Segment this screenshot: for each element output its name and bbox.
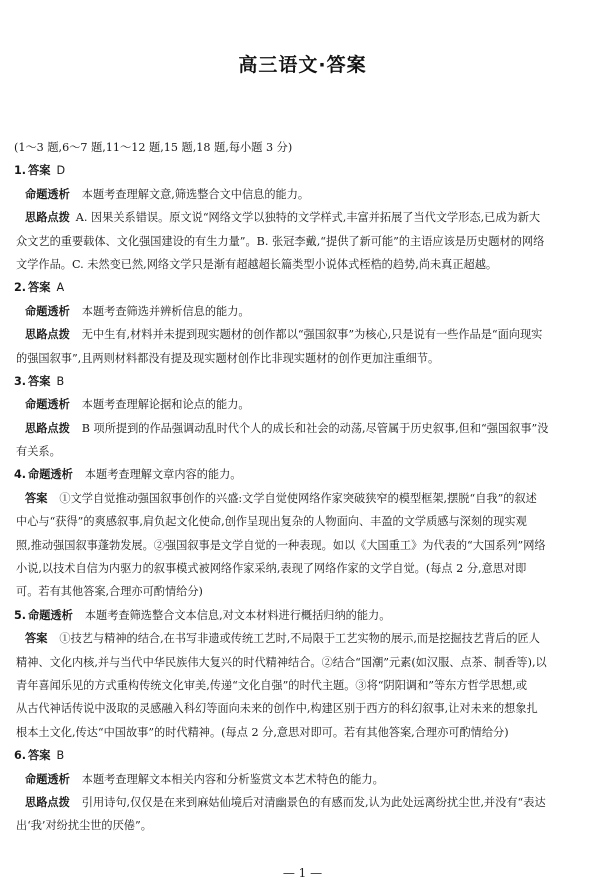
answer-choice: B — [56, 749, 65, 763]
q3-answer-line — [14, 370, 592, 393]
intent-label: 命题透析 — [25, 772, 70, 786]
q4-intent-line — [14, 463, 592, 486]
question-number: 2. — [14, 281, 27, 295]
answer-label: 答案 — [25, 632, 48, 646]
q5-answer-line: 精神、文化内核,并与当代中华民族伟大复兴的时代精神结合。②结合“国潮”元素(如汉服、点茶、制香等),以 — [16, 655, 547, 669]
answer-label: 答案 — [28, 749, 51, 763]
answer-key-body — [14, 136, 592, 838]
hint-label: 思路点拨 — [25, 795, 70, 809]
q6-answer-line — [14, 744, 592, 767]
intent-label: 命题透析 — [28, 608, 73, 622]
question-number: 4. — [14, 468, 27, 482]
intent-text: 本题考查筛选整合文本信息,对文本材料进行概括归纳的能力。 — [84, 608, 391, 622]
intent-label: 命题透析 — [25, 304, 70, 318]
q4-answer-line: 小说,以技术自信为内驱力的叙事模式被网络作家采纳,表现了网络作家的文学自觉。(每点 2 分,意思对即 — [16, 562, 527, 576]
intent-label: 命题透析 — [25, 187, 70, 201]
intent-text: 本题考查理解论据和论点的能力。 — [81, 398, 250, 412]
question-number: 1. — [14, 164, 27, 178]
q5-answer-line: 从古代神话传说中汲取的灵感融入科幻等面向未来的创作中,构建区别于西方的科幻叙事,让对未来的想象扎 — [16, 702, 538, 716]
q2-answer-line — [14, 276, 592, 299]
q1-answer-line — [14, 159, 592, 182]
q3-intent-line — [14, 393, 592, 416]
hint-text: 无中生有,材料并未提到现实题材的创作都以“强国叙事”为核心,只是说有一些作品是“面向现实 — [81, 328, 543, 342]
answer-label: 答案 — [28, 164, 51, 178]
answer-text: ①技艺与精神的结合,在书写非遗或传统工艺时,不局限于工艺实物的展示,而是挖掘技艺背后的匠人 — [59, 632, 540, 646]
q1-hint-line — [14, 206, 592, 229]
q1-hint-line: 众文艺的重要载体、文化强国建设的有生力量”。B. 张冠李戴,“提供了新可能”的主语应该是历史题材的网络 — [16, 234, 545, 248]
q3-hint-line — [14, 417, 592, 440]
q5-answer-line: 青年喜闻乐见的方式重构传统文化审美,传递“文化自强”的时代主题。③将“阴阳调和”等东方哲学思想,或 — [16, 678, 528, 692]
page-number: — 1 — — [282, 866, 323, 880]
answer-label: 答案 — [25, 491, 48, 505]
intent-text: 本题考查理解文意,筛选整合文中信息的能力。 — [81, 187, 310, 201]
hint-label: 思路点拨 — [25, 421, 70, 435]
hint-label: 思路点拨 — [25, 328, 70, 342]
question-number: 5. — [14, 608, 27, 622]
q2-hint-line: 的强国叙事”,且两则材料都没有提及现实题材创作比非现实题材的创作更加注重细节。 — [16, 351, 440, 365]
hint-text: 引用诗句,仅仅是在来到麻姑仙境后对清幽景色的有感而发,认为此处远离纷扰尘世,并没有“表达 — [81, 795, 546, 809]
q4-answer-line: 中心与“获得”的爽感叙事,肩负起文化使命,创作呈现出复杂的人物面向、丰盈的文学质感与深刻的现实观 — [16, 515, 527, 529]
q5-intent-line — [14, 604, 592, 627]
q5-answer-line — [14, 627, 592, 650]
q3-hint-line: 有关系。 — [16, 445, 61, 459]
scope-note: (1～3 题,6～7 题,11～12 题,15 题,18 题,每小题 3 分) — [14, 141, 293, 154]
answer-label: 答案 — [28, 281, 51, 295]
hint-text: A. 因果关系错误。原文说“网络文学以独特的文学样式,丰富并拓展了当代文学形态,已成为新大 — [75, 211, 541, 225]
q1-hint-line: 文学作品。C. 未然变已然,网络文学只是渐有超越超长篇类型小说体式桎梏的趋势,尚未真正超越。 — [16, 257, 498, 271]
page-title: 高三语文·答案 — [238, 54, 367, 76]
answer-choice: D — [56, 164, 66, 178]
intent-label: 命题透析 — [28, 468, 73, 482]
q4-answer-line: 照,推动强国叙事蓬勃发展。②强国叙事是文学自觉的一种表现。如以《大国重工》为代表的“大国系列”网络 — [16, 538, 546, 552]
intent-label: 命题透析 — [25, 398, 70, 412]
answer-choice: B — [56, 374, 65, 388]
q2-intent-line — [14, 300, 592, 323]
intent-text: 本题考查理解文章内容的能力。 — [84, 468, 242, 482]
intent-text: 本题考查筛选并辨析信息的能力。 — [81, 304, 250, 318]
q6-hint-line — [14, 791, 592, 814]
q2-hint-line — [14, 323, 592, 346]
question-number: 3. — [14, 374, 27, 388]
q6-intent-line — [14, 768, 592, 791]
intent-text: 本题考查理解文本相关内容和分析鉴赏文本艺术特色的能力。 — [81, 772, 384, 786]
question-number: 6. — [14, 749, 27, 763]
q5-answer-line: 根本土文化,传达“中国故事”的时代精神。(每点 2 分,意思对即可。若有其他答案,合理亦可酌情给分) — [16, 725, 509, 739]
q1-intent-line — [14, 183, 592, 206]
hint-text: B 项所提到的作品强调动乱时代个人的成长和社会的动荡,尽管属于历史叙事,但和“强国叙事”没 — [81, 421, 549, 435]
hint-label: 思路点拨 — [25, 211, 70, 225]
q4-answer-line: 可。若有其他答案,合理亦可酌情给分) — [16, 585, 203, 599]
answer-choice: A — [56, 281, 65, 295]
q4-answer-line — [14, 487, 592, 510]
q6-hint-line: 出‘我’对纷扰尘世的厌倦”。 — [16, 819, 152, 833]
answer-text: ①文学自觉推动强国叙事创作的兴盛:文学自觉使网络作家突破狭窄的模型框架,摆脱“自我”的叙述 — [59, 491, 537, 505]
answer-label: 答案 — [28, 374, 51, 388]
